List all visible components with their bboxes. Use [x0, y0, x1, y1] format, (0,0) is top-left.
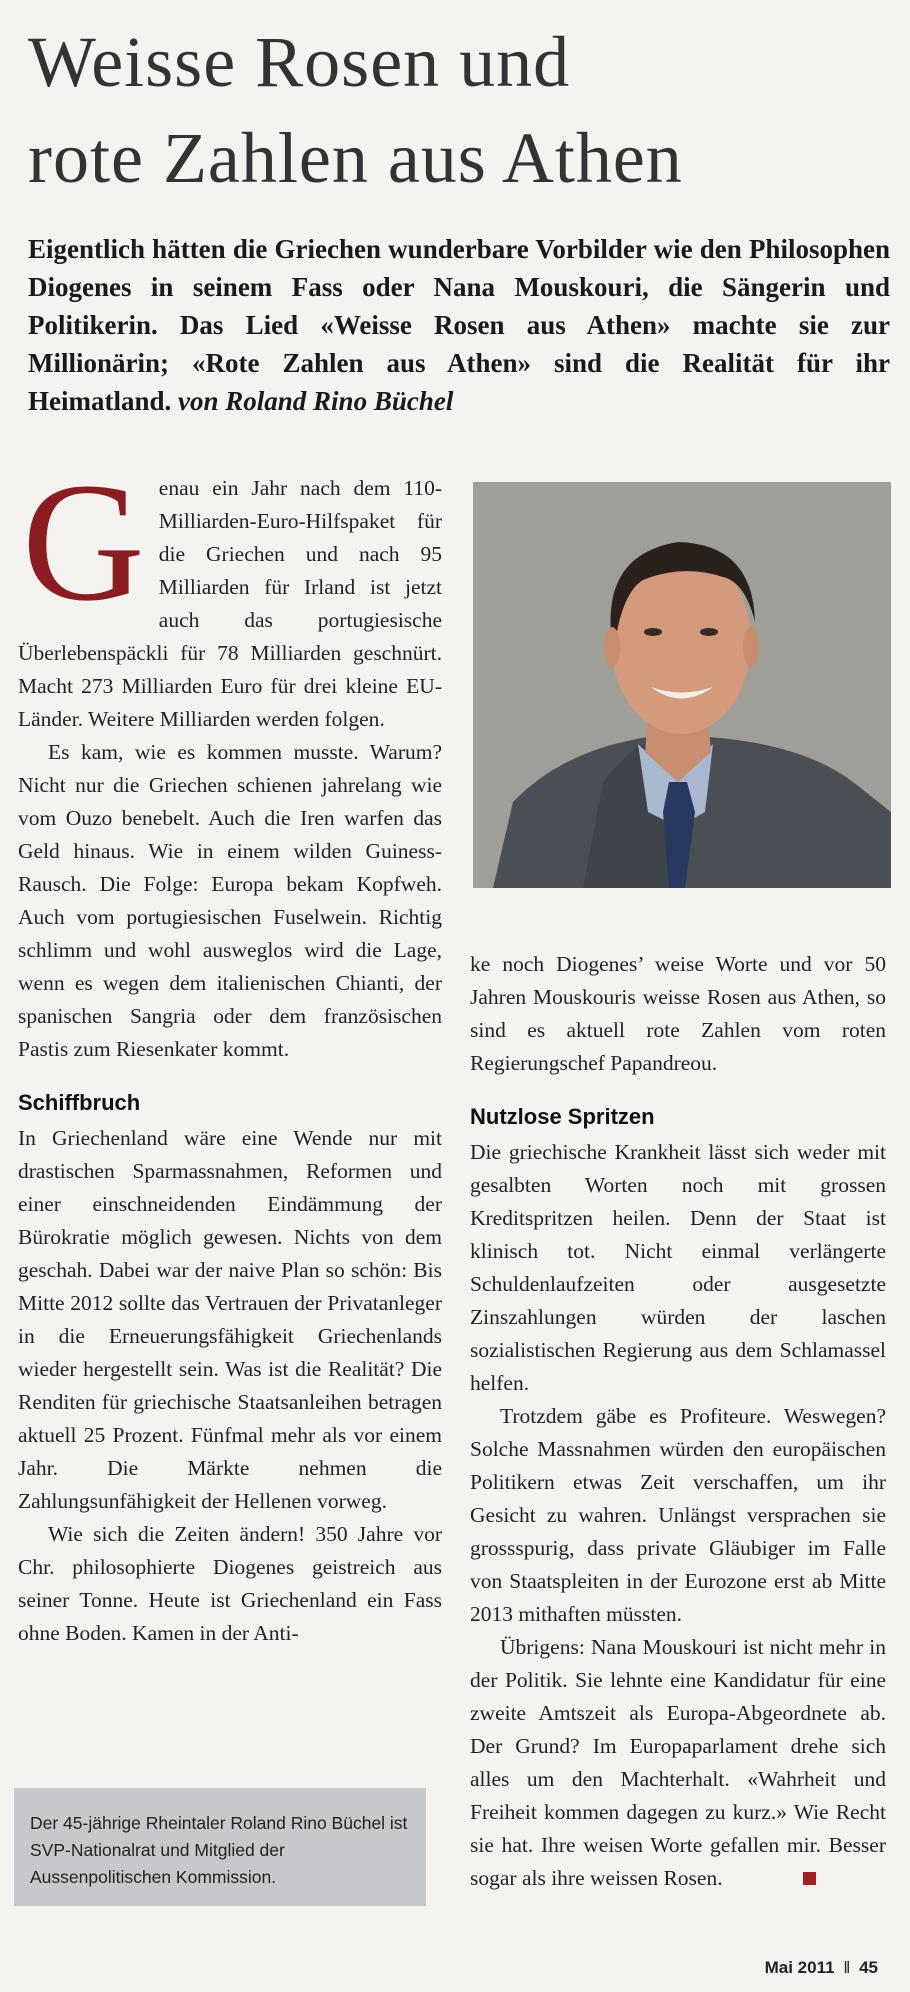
- paragraph-5: Die griechische Krankheit lässt sich weder mit gesalbten Worten noch mit grossen Kreditspritzen heilen. Denn der Staat ist klinisch tot. Nicht einmal verlängerte Schuldenlaufzeiten oder ausgesetzte Zinszahlungen würden der laschen sozialistischen Regierung aus dem Schlamassel helfen.: [470, 1140, 886, 1395]
- page-footer: [765, 1958, 878, 1978]
- page-number: 45: [859, 1958, 878, 1977]
- right-column: [470, 948, 886, 1895]
- author-caption-box: [14, 1788, 426, 1906]
- author-caption: Der 45-jährige Rheintaler Roland Rino Büchel ist SVP-Nationalrat und Mitglied der Aussenpolitischen Kommission.: [30, 1813, 408, 1887]
- left-column: [18, 448, 442, 1650]
- headline-line-2: rote Zahlen aus Athen: [28, 118, 683, 198]
- end-mark-icon: [803, 1872, 816, 1885]
- paragraph-1: [18, 448, 442, 736]
- headline: [28, 14, 888, 206]
- paragraph-7-text: Übrigens: Nana Mouskouri ist nicht mehr in der Politik. Sie lehnte eine Kandidatur für eine zweite Amtszeit als Europa-Abgeordnete ab. Der Grund? Im Europaparlament drehe sich alles um den Machterhalt. «Wahrheit und Freiheit kommen dagegen zu kurz.» Wie Recht sie hat. Ihre weisen Worte gefallen mir. Besser sogar als ihre weissen Rosen.: [470, 1635, 886, 1890]
- footer-separator: ‖: [843, 1958, 851, 1977]
- author-portrait-image: [473, 482, 891, 888]
- footer-month: Mai 2011: [764, 1958, 835, 1977]
- author-byline: von Roland Rino Büchel: [178, 386, 454, 416]
- paragraph-7: [470, 1631, 886, 1895]
- subhead-nutzlose-spritzen: Nutzlose Spritzen: [470, 1104, 655, 1129]
- lead-paragraph: [28, 230, 890, 420]
- paragraph-4-continued: ke noch Diogenes’ weise Worte und vor 50 Jahren Mouskouris weisse Rosen aus Athen, so sind es aktuell rote Zahlen vom roten Regierungschef Papandreou.: [470, 952, 886, 1075]
- subhead-schiffbruch: Schiffbruch: [18, 1090, 141, 1115]
- paragraph-6: Trotzdem gäbe es Profiteure. Weswegen? Solche Massnahmen würden den europäischen Politikern etwas Zeit verschaffen, um ihr Gesicht zu wahren. Unlängst versprachen sie grossspurig, dass private Gläubiger im Falle von Staatspleiten in der Eurozone erst ab Mitte 2013 mithaften müssten.: [470, 1404, 886, 1626]
- author-photo: [473, 482, 891, 888]
- paragraph-2: Es kam, wie es kommen musste. Warum? Nicht nur die Griechen schienen jahrelang wie vom Ouzo benebelt. Auch die Iren warfen das Geld hinaus. Wie in einem wilden Guiness-Rausch. Die Folge: Europa bekam Kopfweh. Auch vom portugiesischen Fuselwein. Richtig schlimm und wohl ausweglos wird die Lage, wenn es wegen dem italienischen Chianti, der spanischen Sangria oder dem französischen Pastis zum Riesenkater kommt.: [18, 740, 442, 1061]
- lead-text: Eigentlich hätten die Griechen wunderbare Vorbilder wie den Philosophen Diogenes in seinem Fass oder Nana Mouskouri, die Sängerin und Politikerin. Das Lied «Weisse Rosen aus Athen» machte sie zur Millionärin; «Rote Zahlen aus Athen» sind die Realität für ihr Heimatland.: [28, 234, 890, 416]
- paragraph-4: Wie sich die Zeiten ändern! 350 Jahre vor Chr. philosophierte Diogenes geistreich aus seiner Tonne. Heute ist Griechenland ein Fass ohne Boden. Kamen in der Anti-: [18, 1522, 442, 1645]
- paragraph-3: In Griechenland wäre eine Wende nur mit drastischen Sparmassnahmen, Reformen und einer einschneidenden Eindämmung der Bürokratie möglich gewesen. Nichts von dem geschah. Dabei war der naive Plan so schön: Bis Mitte 2012 sollte das Vertrauen der Privatanleger in die Erneuerungsfähigkeit Griechenlands wieder hergestellt sein. Was ist die Realität? Die Renditen für griechische Staatsanleihen betragen aktuell 25 Prozent. Fünfmal mehr als vor einem Jahr. Die Märkte nehmen die Zahlungsunfähigkeit der Hellenen vorweg.: [18, 1126, 442, 1513]
- paragraph-1-text: enau ein Jahr nach dem 110-Milliarden-Euro-Hilfspaket für die Griechen und nach 95 Milliarden für Irland ist jetzt auch das portugiesische Überlebenspäckli für 78 Milliarden geschnürt. Macht 273 Milliarden Euro für drei kleine EU-Länder. Weitere Milliarden werden folgen.: [18, 476, 442, 731]
- drop-cap: G: [22, 448, 145, 636]
- headline-line-1: Weisse Rosen und: [28, 22, 571, 102]
